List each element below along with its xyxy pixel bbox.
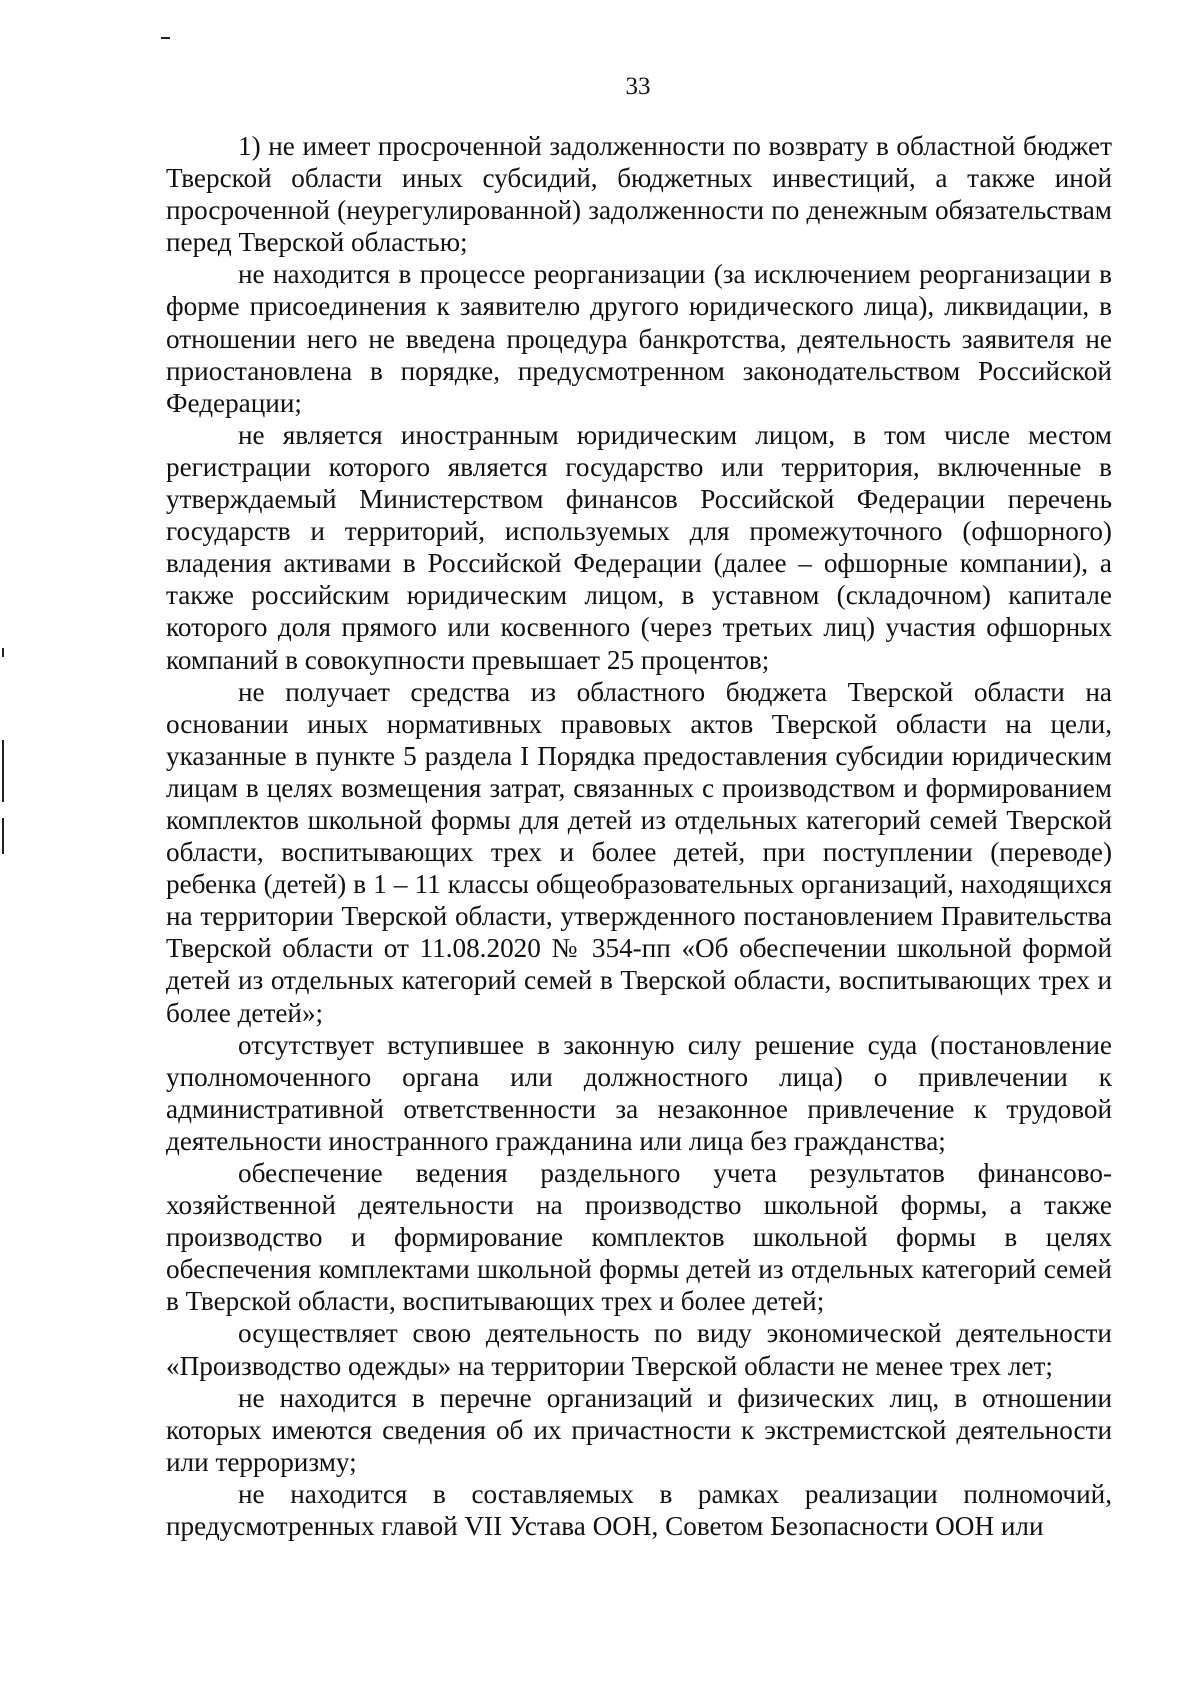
paragraph-3: не является иностранным юридическим лицом, в том числе местом регистрации которого является государство или территория, включенные в утверждаемый Министерством финансов Российской Федерации перечень государств и территорий, используемых для промежуточного (офшорного) владения активами в Российской Федерации (далее – офшорные компании), а также российским юридическим лицом, в уставном (складочном) капитале которого доля прямого или косвенного (через третьих лиц) участия офшорных компаний в совокупности превышает 25 процентов; xyxy=(166,419,1112,675)
paragraph-5: отсутствует вступившее в законную силу решение суда (постановление уполномоченного органа или должностного лица) о привлечении к административной ответственности за незаконное привлечение к трудовой деятельности иностранного гражданина или лица без гражданства; xyxy=(166,1029,1112,1156)
document-body xyxy=(166,130,1112,1542)
page-number: 33 xyxy=(625,73,651,100)
paragraph-8: не находится в перечне организаций и физических лиц, в отношении которых имеются сведения об их причастности к экстремистской деятельности или терроризму; xyxy=(166,1382,1112,1477)
paragraph-6: обеспечение ведения раздельного учета результатов финансово-хозяйственной деятельности на производство школьной формы, а также производство и формирование комплектов школьной формы в целях обеспечения комплектами школьной формы детей из отдельных категорий семей в Тверской области, воспитывающих трех и более детей; xyxy=(166,1158,1112,1317)
paragraph-4: не получает средства из областного бюджета Тверской области на основании иных нормативных правовых актов Тверской области на цели, указанные в пункте 5 раздела I Порядка предоставления субсидии юридическим лицам в целях возмещения затрат, связанных с производством и формированием комплектов школьной формы для детей из отдельных категорий семей Тверской области, воспитывающих трех и более детей, при поступлении (переводе) ребенка (детей) в 1 – 11 классы общеобразовательных организаций, находящихся на территории Тверской области, утвержденного постановлением Правительства Тверской области от 11.08.2020 № 354-пп «Об обеспечении школьной формой детей из отдельных категорий семей в Тверской области, воспитывающих трех и более детей»; xyxy=(166,676,1112,1028)
scan-mark xyxy=(2,740,4,802)
scan-mark xyxy=(161,37,170,39)
paragraph-9: не находится в составляемых в рамках реализации полномочий, предусмотренных главой VII Устава ООН, Советом Безопасности ООН или xyxy=(166,1478,1112,1542)
paragraph-2: не находится в процессе реорганизации (за исключением реорганизации в форме присоединения к заявителю другого юридического лица), ликвидации, в отношении него не введена процедура банкротства, деятельность заявителя не приостановлена в порядке, предусмотренном законодательством Российской Федерации; xyxy=(166,259,1112,418)
paragraph-1: 1) не имеет просроченной задолженности по возврату в областной бюджет Тверской области иных субсидий, бюджетных инвестиций, а также иной просроченной (неурегулированной) задолженности по денежным обязательствам перед Тверской областью; xyxy=(166,131,1112,258)
scan-mark xyxy=(2,648,4,657)
scan-mark xyxy=(2,818,4,854)
paragraph-7: осуществляет свою деятельность по виду экономической деятельности «Производство одежды» на территории Тверской области не менее трех лет; xyxy=(166,1318,1112,1381)
